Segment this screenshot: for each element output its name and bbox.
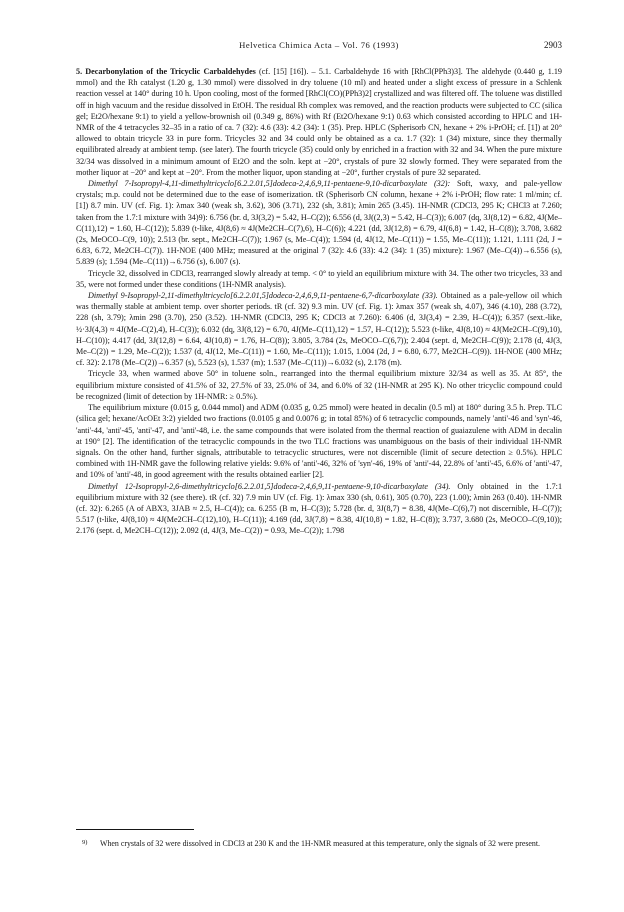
- section-heading: 5. Decarbonylation of the Tricyclic Carbaldehydes: [76, 67, 256, 76]
- footnote-marker: 9): [82, 839, 88, 846]
- page-number: 2903: [544, 40, 562, 50]
- paragraph-adm-reaction: [76, 402, 562, 480]
- paragraph-compound-34: [76, 481, 562, 537]
- compound-name: Dimethyl 12-Isopropyl-2,6-dimethyltricyclo[6.2.2.01,5]dodeca-2,4,6,9,11-pentaene-9,10-dicarboxylate (34).: [88, 481, 451, 491]
- footnote-text: When crystals of 32 were dissolved in CDCl3 at 230 K and the 1H-NMR measured at this temperature, only the signals of 32 were present.: [100, 839, 541, 848]
- paragraph-decarbonylation: [76, 66, 562, 178]
- journal-title: Helvetica Chimica Acta – Vol. 76 (1993): [239, 40, 399, 50]
- paragraph-compound-32: [76, 178, 562, 268]
- paragraph-text: Tricycle 32, dissolved in CDCl3, rearranged slowly already at temp. < 0° to yield an equilibrium mixture with 34. The other two tricycles, 33 and 35, were not formed under these conditions (1H-NMR analysis).: [76, 268, 562, 289]
- compound-name: Dimethyl 7-Isopropyl-4,11-dimethyltricyclo[6.2.2.01,5]dodeca-2,4,6,9,11-pentaene-9,10-dicarboxylate (32):: [88, 179, 451, 189]
- paragraph-equilibrium: [76, 368, 562, 402]
- footnote-divider: [76, 829, 194, 830]
- paragraph-text: Only obtained in the 1.7:1 equilibrium mixture with 32 (see there). tR (cf. 32) 7.9 min UV (cf. Fig. 1): λmax 330 (sh, 0.61), 305 (0.70), 223 (1.00); λmin 263 (0.40). 1H-NMR (cf. 32): 6.265 (A of ABX3, 3JAB ≈ 2.5, H–C(4)); ca. 6.255 (B m, H–C(3)); 5.728 (br. d, 3J(8,7) = 8.38, 4J(Me–C(6),7) not discernible, H–C(7)); 5.517 (t-like, 4J(8,10) ≈ 4J(Me2CH–C(12),10), H–C(11)); 4.169 (dd, 3J(7,8) = 8.38, 4J(10,8) = 1.82, H–C(8)); 3.737, 3.680 (2s, MeOCO–C(9,10)); 2.176 (sept. d, Me2CH–C(12)); 2.092 (d, 4J(3, Me–C(2)) = 0.93, Me–C(2)); 1.798: [76, 481, 563, 536]
- paragraph-text: (cf. [15] [16]). – 5.1. Carbaldehyde 16 with [RhCl(PPh3)3]. The aldehyde (0.440 g, 1.19 mmol) and the Rh catalyst (1.20 g, 1.30 mmol) were dissolved in dry toluene (10 ml) and heated under a slight excess of pressure in a Schlenk reaction vessel at 140° during 10 h. Upon cooling, most of the formed [RhCl(CO)(PPh3)2] crystallized and was filtered off. The toluene was distilled off in high vacuum and the residue dissolved in EtOH. The residual Rh complex was removed, and the reaction products were subjected to CC (silica gel; Et2O/hexane 9:1) to yield a yellow-brownish oil (0.349 g, 86%) with Rf (Et2O/hexane 9:1) 0.63 which consisted according to HPLC and 1H-NMR of the 4 tetracycles 32–35 in a ratio of ca. 7 (32): 4.6 (33): 4.2 (34): 1 (35). Prep. HPLC (Spherisorb CN, hexane + 2% i-PrOH; cf. [1]) at 20° allowed to obtain tricycle 33 in pure form. Tricycles 32 and 34 could only be obtained as a ca. 1.7 (32): 1 (34) mixture, since they thermally equilibrated already at ambient temp. (see later). The fourth tricycle (35) could only by enriched in a fraction with 32 and 34. When the pure mixture 32/34 was dissolved in a minimum amount of Et2O and the soln. kept at −20°, crystals of pure 32 slowly formed. They were separated from the mother liquor at −20° and kept at −20°. From the mother liquor, upon standing at −20°, further crystals of pure 32 separated.: [76, 67, 562, 177]
- page: [76, 40, 562, 537]
- paragraph-text: Soft, waxy, and pale-yellow crystals; m.p. could not be determined due to the ease of isomerization. tR (Spherisorb CN column, hexane + 2% i-PrOH; flow rate: 1 ml/min; cf. [1]) 8.7 min. UV (cf. Fig. 1): λmax 340 (weak sh, 3.62), 306 (3.71), 232 (sh, 3.81); λmin 265 (3.45). 1H-NMR (CDCl3, 295 K; CHCl3 at 7.260; taken from the 1.7:1 mixture with 34)9): 6.756 (br. d, 3J(3,2) = 5.42, H–C(2)); 6.556 (d, 3J((2,3) = 5.42, H–C(3)); 6.007 (dq, 3J(8,12) = 6.82, 4J(Me–C(11),12) = 1.60, H–C(12)); 5.839 (t-like, 4J(8,6) ≈ 4J(Me2CH–C(7),6), H–C(6)); 4.221 (dd, 3J(12,8) = 6.79, 4J(6,8) = 1.42, H–C(8)); 3.708, 3.682 (2s, MeOCO–C(9, 10)); 2.513 (br. sept., Me2CH–C(7)); 1.967 (s, Me–C(4)); 1.594 (d, 4J(12, Me–C(11)) = 1.55, Me–C(11)); 1.121, 1.111 (2d, J = 6.83, 6.72, Me2CH–C(7)). 1H-NOE (400 MHz; measured at the original 7 (32): 4.6 (33): 4.2 (34): 1 (35) mixture): 1.967 (Me–C(4))→6.556 (s), 5.839 (s); 1.594 (Me–C(11))→6.756 (s), 6.007 (s).: [76, 179, 562, 267]
- paragraph-text: The equilibrium mixture (0.015 g, 0.044 mmol) and ADM (0.035 g, 0.25 mmol) were heated in decalin (0.5 ml) at 180° during 3.5 h. Prep. TLC (silica gel; hexane/AcOEt 3:2) yielded two fractions (0.0105 g and 0.0076 g; in total 85%) of 6 tetracyclic compounds, namely 'anti'-46 and 'syn'-46, 'anti'-44, 'anti'-45, 'anti'-47, and 'anti'-48, i.e. the same compounds that were isolated from the thermal reaction of guaiazulene with ADM in decalin at 190° [2]. The identification of the tetracyclic compounds in the two TLC fractions was unambiguous on the basis of their individual 1H-NMR signals. On the other hand, further signals, attributable to tetracyclic structures, were not discernible (limit of secure detection ≥ 0.5%). HPLC combined with 1H-NMR gave the following relative yields: 9.6% of 'anti'-46, 32% of 'syn'-46, 19% of 'anti'-44, 22.8% of 'anti'-45, 6.6% of 'anti'-47, and 10% of 'anti'-48, in good agreement with the results obtained earlier [2].: [76, 403, 562, 480]
- paragraph-text: Tricycle 33, when warmed above 50° in toluene soln., rearranged into the thermal equilibrium mixture 32/34 as well as 35. At 85°, the equilibrium mixture consisted of 41.5% of 32, 27.5% of 33, 25.0% of 34, and 6.0% of 32 (1H-NMR at 295 K). No other tricyclic compound could be recognized (limit of detection by 1H-NMR: ≥ 0.5%).: [76, 369, 562, 401]
- footnote: [76, 838, 562, 849]
- paragraph-compound-33: [76, 290, 562, 368]
- running-header: [76, 40, 562, 54]
- compound-name: Dimethyl 9-Isopropyl-2,11-dimethyltricyclo[6.2.2.01,5]dodeca-2,4,6,9,11-pentaene-6,7-dicarboxylate (33).: [88, 291, 438, 301]
- paragraph-text: Obtained as a pale-yellow oil which was thermally stable at ambient temp. over shorter periods. tR (cf. 32) 9.3 min. UV (cf. Fig. 1): λmax 357 (weak sh, 4.07), 346 (4.10), 288 (3.72), 228 (sh, 3.79); λmin 298 (3.70), 250 (3.52). 1H-NMR (CDCl3, 295 K; CDCl3 at 7.260): 6.406 (d, 3J(3,4) = 2.39, H–C(4)); 6.357 (sext.-like, ½·3J(4,3) ≈ 4J(Me–C(2),4), H–C(3)); 6.032 (dq, 3J(8,12) = 6.70, 4J(Me–C(11),12) = 1.57, H–C(12)); 5.523 (t-like, 4J(8,10) ≈ 4J(Me2CH–C(9),10), H–C(10)); 4.417 (dd, 3J(12,8) = 6.64, 4J(10,8) = 1.76, H–C(8)); 3.805, 3.784 (2s, MeOCO–C(6,7)); 2.404 (sept. d, Me2CH–C(9)); 2.178 (d, 4J(3, Me–C(2)) = 1.29, Me–C(2)); 1.537 (d, 4J(12, Me–C(11)) = 1.60, Me–C(11)); 1.015, 1.004 (2d, J = 6.80, 6.77, Me2CH–C(9)). 1H-NOE (400 MHz; cf. 32): 2.178 (Me–C(2))→6.357 (s), 5.523 (s), 1.537 (m); 1.537 (Me–C(11))→6.032 (s), 2.178 (m).: [76, 291, 562, 368]
- body-text: [76, 66, 562, 537]
- paragraph-rearrangement-32: [76, 268, 562, 290]
